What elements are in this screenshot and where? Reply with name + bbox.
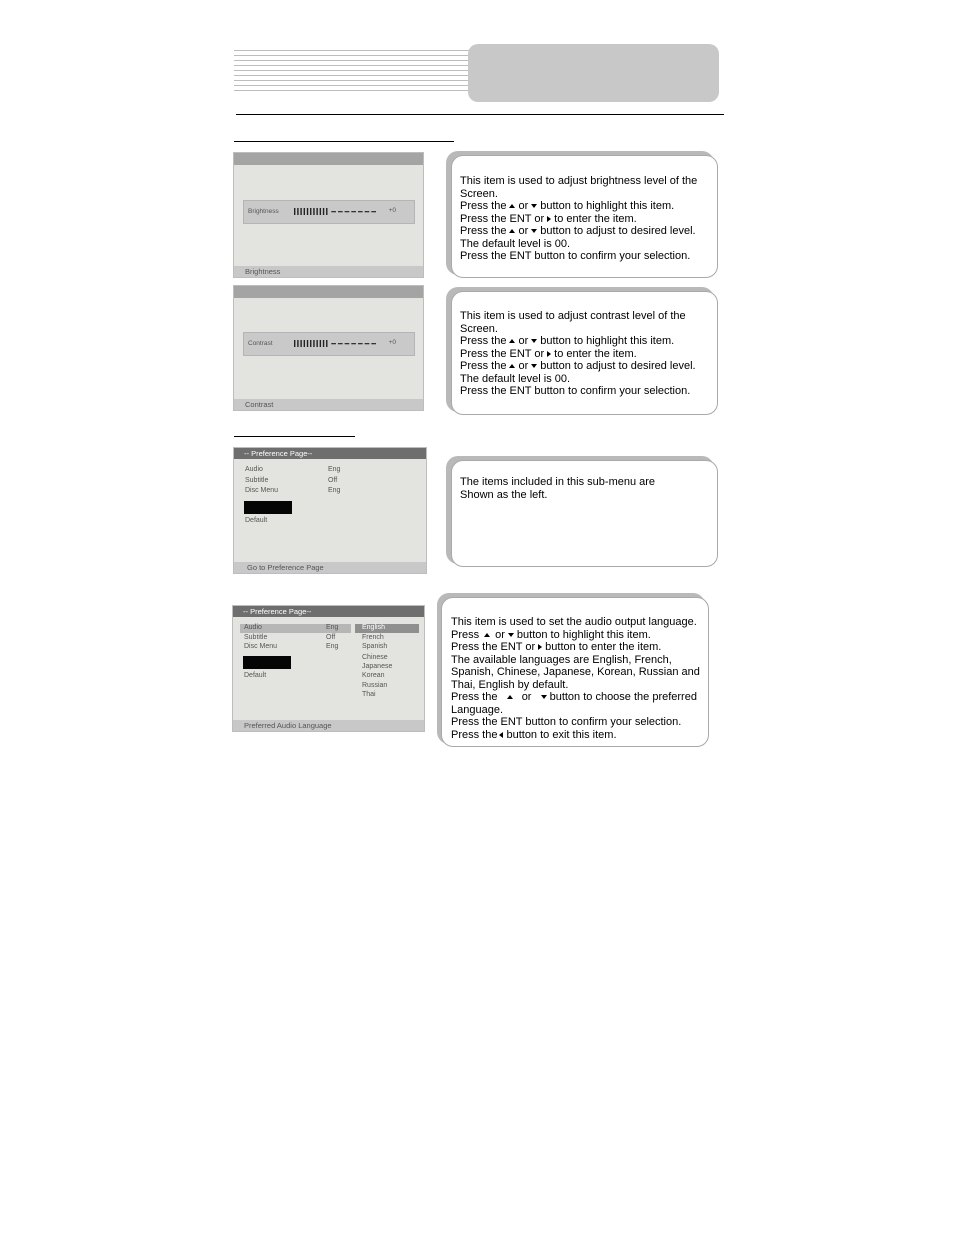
language-option: Thai <box>362 691 376 698</box>
slider-filled-tick <box>297 340 298 347</box>
right-arrow-icon <box>538 644 542 650</box>
brightness-level-slider <box>294 207 378 216</box>
osd-title-bar <box>233 606 424 617</box>
brightness-desc-text: or <box>518 225 529 237</box>
pref-item-value: Off <box>328 477 338 484</box>
osd-bottom-bar <box>234 562 426 573</box>
language-option: French <box>362 634 384 641</box>
slider-empty-dash <box>365 211 370 212</box>
brightness-desc-line: Press the ENT button to confirm your selection. <box>460 250 691 262</box>
down-arrow-icon <box>531 364 537 368</box>
contrast-level-slider <box>294 339 378 348</box>
brightness-slider-row <box>243 200 415 224</box>
slider-filled-tick <box>300 208 301 215</box>
right-arrow-icon <box>547 351 551 357</box>
slider-filled-tick <box>304 340 305 347</box>
slider-filled-tick <box>310 340 311 347</box>
audio-desc-text: or <box>521 691 532 703</box>
audio-desc-text: button to choose the preferred <box>549 691 697 703</box>
osd-bottom-bar <box>234 266 423 277</box>
audio-desc-line: The available languages are English, French, <box>451 653 672 666</box>
right-arrow-icon <box>547 216 551 222</box>
slider-empty-dash <box>345 211 350 212</box>
audio-item-value: Off <box>326 634 336 641</box>
slider-empty-dash <box>331 211 336 212</box>
slider-filled-tick <box>316 340 317 347</box>
pref-item-value: Eng <box>328 466 341 473</box>
slider-filled-tick <box>326 340 327 347</box>
slider-filled-tick <box>300 340 301 347</box>
brightness-desc-line: The default level is 00. <box>460 237 571 250</box>
slider-filled-tick <box>316 208 317 215</box>
brightness-description-bubble <box>446 151 718 278</box>
audio-desc-text: or <box>495 628 505 641</box>
audio-default-label: Default <box>244 672 267 679</box>
osd-bottom-bar <box>233 720 424 731</box>
slider-empty-dash <box>358 211 363 212</box>
brightness-desc-text: button to highlight this item. <box>540 200 675 212</box>
audio-desc-text: button to enter the item. <box>545 641 662 653</box>
language-option: English <box>362 624 385 631</box>
preference-description-bubble <box>446 456 718 567</box>
audio-desc-line: Press the ENT button to confirm your selection. <box>451 716 682 728</box>
pref-default-label: Default <box>245 517 268 524</box>
contrast-desc-text: or <box>518 360 529 372</box>
audio-desc-text: Press the ENT or <box>451 641 536 653</box>
up-arrow-icon <box>507 695 513 699</box>
language-option: Spanish <box>362 643 388 650</box>
contrast-desc-line: This item is used to adjust contrast level of the <box>460 310 686 322</box>
header-tab <box>468 44 719 102</box>
osd-top-bar <box>234 286 423 298</box>
brightness-desc-text: to enter the item. <box>554 212 637 225</box>
audio-item-value: Eng <box>326 624 339 631</box>
pref-item-label: Disc Menu <box>245 487 279 494</box>
brightness-osd-screen <box>233 152 424 278</box>
slider-filled-tick <box>323 208 324 215</box>
slider-empty-dash <box>351 211 356 212</box>
audio-item-label: Subtitle <box>244 634 268 641</box>
slider-filled-tick <box>307 208 308 215</box>
brightness-desc-text: Press the ENT or <box>460 212 545 225</box>
brightness-bottom-label: Brightness <box>245 267 281 276</box>
pref-item-value: Eng <box>328 487 341 494</box>
audio-description-bubble <box>437 593 709 747</box>
audio-item-value: Eng <box>326 643 339 650</box>
preference-bottom-label: Go to Preference Page <box>247 563 324 572</box>
audio-desc-line: Thai, English by default. <box>451 678 569 691</box>
section-rule-preference <box>234 436 355 437</box>
brightness-desc-line: This item is used to adjust brightness level of the <box>460 175 698 187</box>
slider-empty-dash <box>331 343 336 344</box>
osd-bottom-bar <box>234 399 423 410</box>
contrast-bottom-label: Contrast <box>245 400 274 409</box>
slider-empty-dash <box>371 211 376 212</box>
slider-filled-tick <box>294 340 295 347</box>
slider-filled-tick <box>326 208 327 215</box>
contrast-desc-text: button to highlight this item. <box>540 335 675 347</box>
slider-filled-tick <box>304 208 305 215</box>
language-option: Japanese <box>362 663 393 670</box>
audio-desc-text: Press the <box>451 728 498 741</box>
slider-empty-dash <box>365 343 370 344</box>
audio-desc-text: Press the <box>451 691 498 703</box>
contrast-osd-screen <box>233 285 424 411</box>
header-rule <box>236 114 724 115</box>
audio-desc-text: button to highlight this item. <box>516 628 651 641</box>
section-rule-video <box>234 141 454 142</box>
contrast-desc-line: Screen. <box>460 322 498 335</box>
slider-filled-tick <box>320 340 321 347</box>
contrast-slider-row <box>243 332 415 356</box>
audio-page-title: -- Preference Page-- <box>243 607 312 616</box>
up-arrow-icon <box>509 364 515 368</box>
down-arrow-icon <box>541 695 547 699</box>
audio-bottom-label: Preferred Audio Language <box>244 721 332 730</box>
up-arrow-icon <box>509 204 515 208</box>
slider-filled-tick <box>310 208 311 215</box>
contrast-row-label: Contrast <box>248 340 273 347</box>
redacted-item-box <box>243 656 291 669</box>
slider-filled-tick <box>313 208 314 215</box>
preference-desc-line: The items included in this sub-menu are <box>460 476 656 488</box>
contrast-desc-text: Press the ENT or <box>460 347 545 360</box>
slider-empty-dash <box>338 343 343 344</box>
slider-empty-dash <box>351 343 356 344</box>
slider-filled-tick <box>294 208 295 215</box>
contrast-row-value: +0 <box>388 339 396 346</box>
down-arrow-icon <box>531 204 537 208</box>
slider-empty-dash <box>345 343 350 344</box>
contrast-description-bubble <box>446 287 718 415</box>
osd-title-bar <box>234 448 426 459</box>
pref-item-label: Subtitle <box>245 477 269 484</box>
contrast-desc-text: to enter the item. <box>554 347 637 360</box>
audio-desc-line: This item is used to set the audio output language. <box>451 616 697 628</box>
slider-filled-tick <box>320 208 321 215</box>
contrast-desc-line: Press the ENT button to confirm your selection. <box>460 385 691 397</box>
up-arrow-icon <box>509 229 515 233</box>
contrast-desc-text: Press the <box>460 335 507 347</box>
contrast-desc-text: or <box>518 335 529 347</box>
contrast-desc-text: Press the <box>460 360 507 372</box>
slider-empty-dash <box>338 211 343 212</box>
contrast-desc-text: button to adjust to desired level. <box>540 360 696 372</box>
language-option: Korean <box>362 672 385 679</box>
slider-filled-tick <box>297 208 298 215</box>
language-option: Russian <box>362 682 388 689</box>
slider-filled-tick <box>307 340 308 347</box>
contrast-desc-line: The default level is 00. <box>460 372 571 385</box>
redacted-item-box <box>244 501 292 514</box>
audio-language-osd-screen <box>232 605 425 732</box>
audio-desc-line: Language. <box>451 703 503 716</box>
language-option: Chinese <box>362 654 388 661</box>
down-arrow-icon <box>508 633 514 637</box>
pref-item-label: Audio <box>245 466 263 473</box>
audio-item-label: Audio <box>244 624 262 631</box>
preference-osd-screen <box>233 447 427 574</box>
audio-desc-line: Spanish, Chinese, Japanese, Korean, Russian and <box>451 666 700 678</box>
slider-filled-tick <box>313 340 314 347</box>
audio-desc-text: button to exit this item. <box>506 728 617 741</box>
slider-filled-tick <box>323 340 324 347</box>
osd-top-bar <box>234 153 423 165</box>
up-arrow-icon <box>484 633 490 637</box>
brightness-desc-text: Press the <box>460 225 507 237</box>
preference-page-title: -- Preference Page-- <box>244 449 313 458</box>
audio-item-label: Disc Menu <box>244 643 278 650</box>
brightness-desc-line: Screen. <box>460 187 498 200</box>
left-arrow-icon <box>499 732 503 738</box>
brightness-desc-text: button to adjust to desired level. <box>540 225 696 237</box>
preference-desc-line: Shown as the left. <box>460 488 548 501</box>
down-arrow-icon <box>531 339 537 343</box>
down-arrow-icon <box>531 229 537 233</box>
audio-desc-text: Press <box>451 628 480 641</box>
header-lines <box>234 50 470 94</box>
brightness-row-value: +0 <box>388 207 396 214</box>
brightness-desc-text: or <box>518 200 529 212</box>
brightness-row-label: Brightness <box>248 208 279 215</box>
brightness-desc-text: Press the <box>460 200 507 212</box>
up-arrow-icon <box>509 339 515 343</box>
slider-empty-dash <box>371 343 376 344</box>
slider-empty-dash <box>358 343 363 344</box>
